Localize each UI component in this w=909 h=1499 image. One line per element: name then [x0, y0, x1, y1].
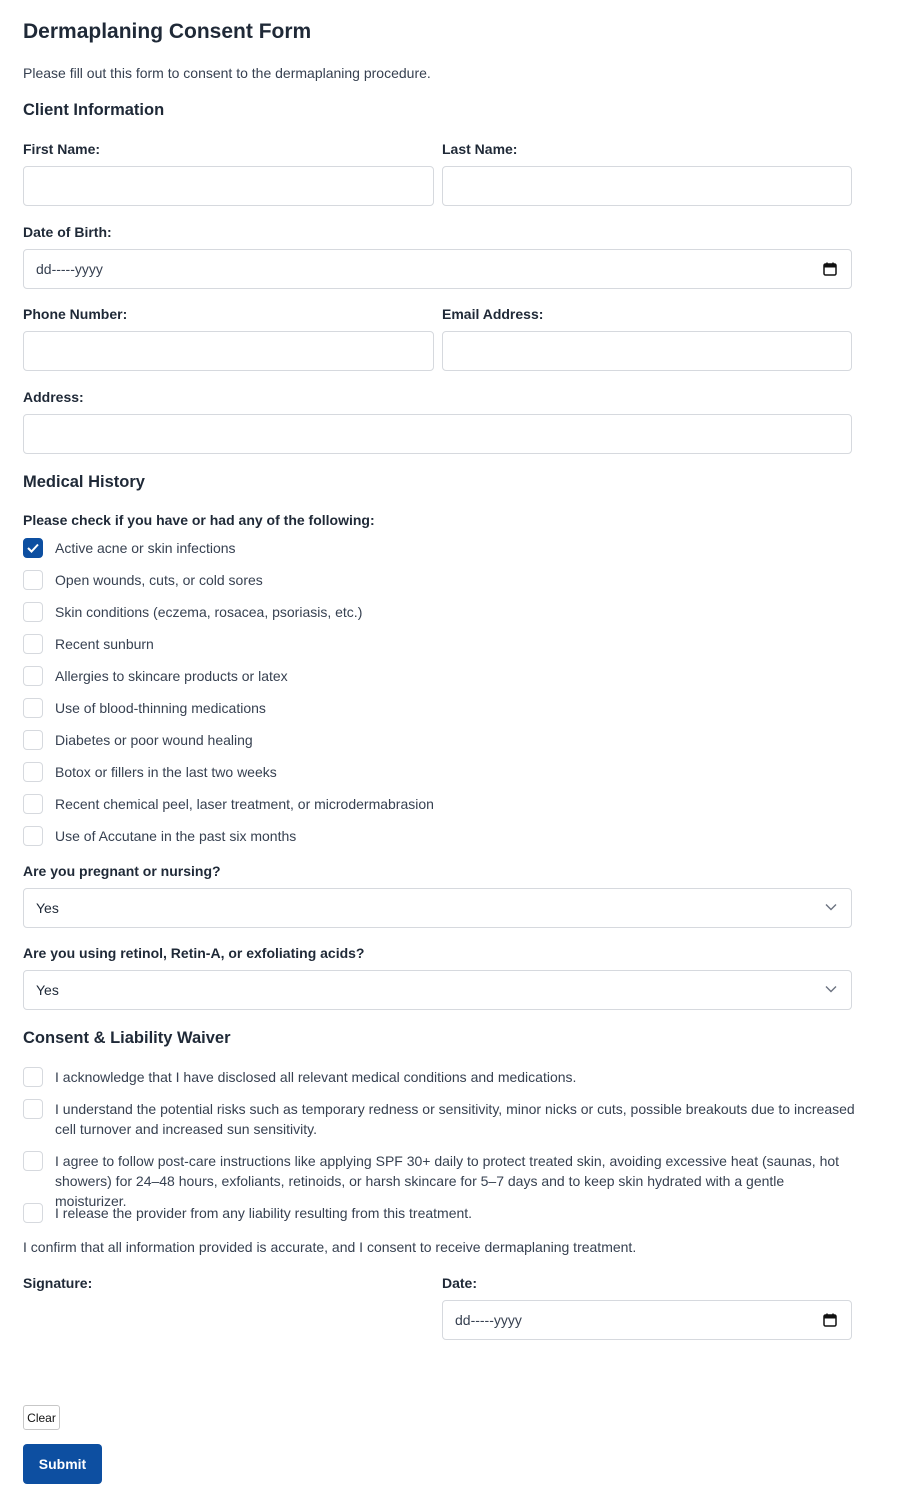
- consent-label-line: cell turnover and increased sun sensitivity.: [55, 1121, 317, 1137]
- medical-history-heading: Medical History: [23, 473, 145, 491]
- last-name-label: Last Name:: [442, 141, 518, 157]
- dob-input[interactable]: [23, 249, 852, 289]
- condition-label: Allergies to skincare products or latex: [55, 668, 288, 684]
- pregnant-value: Yes: [36, 900, 59, 916]
- address-input[interactable]: [24, 415, 851, 453]
- condition-label: Diabetes or poor wound healing: [55, 732, 253, 748]
- condition-checkbox[interactable]: [23, 730, 43, 750]
- consent-label-line: I agree to follow post-care instructions like applying SPF 30+ daily to protect treated skin, avoiding excessive heat (saunas, hot: [55, 1153, 840, 1169]
- phone-label: Phone Number:: [23, 306, 128, 322]
- dob-label: Date of Birth:: [23, 224, 112, 240]
- last-name-input[interactable]: [443, 167, 851, 205]
- condition-row[interactable]: [23, 698, 623, 720]
- condition-checkbox[interactable]: [23, 794, 43, 814]
- consent-heading: Consent & Liability Waiver: [23, 1029, 231, 1047]
- consent-label: [55, 1067, 855, 1087]
- consent-label: [55, 1099, 855, 1139]
- date-value: dd-----yyyy: [455, 1312, 522, 1328]
- condition-row[interactable]: [23, 634, 623, 656]
- consent-label-line: I understand the potential risks such as temporary redness or sensitivity, minor nicks or cuts, possible breakouts due to increased: [55, 1101, 855, 1117]
- dob-value: dd-----yyyy: [36, 261, 103, 277]
- chevron-down-icon: [825, 985, 837, 993]
- condition-label: Botox or fillers in the last two weeks: [55, 764, 277, 780]
- condition-label: Open wounds, cuts, or cold sores: [55, 572, 263, 588]
- first-name-field[interactable]: [23, 166, 434, 206]
- condition-row[interactable]: [23, 666, 623, 688]
- calendar-icon[interactable]: [823, 1313, 837, 1327]
- email-field[interactable]: [442, 331, 852, 371]
- condition-checkbox[interactable]: [23, 826, 43, 846]
- condition-label: Active acne or skin infections: [55, 540, 236, 556]
- condition-label: Use of blood-thinning medications: [55, 700, 266, 716]
- chevron-down-icon: [825, 903, 837, 911]
- consent-label-line: I acknowledge that I have disclosed all relevant medical conditions and medications.: [55, 1069, 577, 1085]
- retinol-label: Are you using retinol, Retin-A, or exfoliating acids?: [23, 945, 365, 961]
- condition-checkbox[interactable]: [23, 666, 43, 686]
- signature-pad[interactable]: [23, 1300, 434, 1390]
- check-icon: [27, 543, 39, 553]
- consent-checkbox[interactable]: [23, 1067, 43, 1087]
- condition-row[interactable]: [23, 794, 623, 816]
- condition-checkbox[interactable]: [23, 538, 43, 558]
- condition-label: Recent sunburn: [55, 636, 154, 652]
- medical-prompt: Please check if you have or had any of the following:: [23, 512, 375, 528]
- condition-checkbox[interactable]: [23, 570, 43, 590]
- phone-input[interactable]: [24, 332, 433, 370]
- condition-checkbox[interactable]: [23, 762, 43, 782]
- consent-checkbox[interactable]: [23, 1203, 43, 1223]
- address-label: Address:: [23, 389, 84, 405]
- first-name-label: First Name:: [23, 141, 101, 157]
- condition-row[interactable]: [23, 570, 623, 592]
- pregnant-select[interactable]: [23, 888, 852, 928]
- condition-row[interactable]: [23, 538, 623, 560]
- page-title: Dermaplaning Consent Form: [23, 20, 312, 43]
- last-name-field[interactable]: [442, 166, 852, 206]
- retinol-select[interactable]: [23, 970, 852, 1010]
- retinol-value: Yes: [36, 982, 59, 998]
- client-info-heading: Client Information: [23, 101, 165, 119]
- consent-row[interactable]: [23, 1099, 855, 1143]
- submit-button[interactable]: Submit: [23, 1444, 102, 1484]
- consent-checkbox[interactable]: [23, 1151, 43, 1171]
- signature-label: Signature:: [23, 1275, 93, 1291]
- consent-label-line: showers) for 24–48 hours, exfoliants, retinoids, or harsh skincare for 5–7 days and to keep skin hydrated with a gentle moisturizer.: [55, 1173, 785, 1209]
- consent-label: [55, 1151, 855, 1211]
- consent-label: [55, 1203, 855, 1223]
- condition-row[interactable]: [23, 826, 623, 848]
- clear-signature-button[interactable]: Clear: [23, 1405, 60, 1430]
- condition-checkbox[interactable]: [23, 602, 43, 622]
- calendar-icon[interactable]: [823, 262, 837, 276]
- condition-checkbox[interactable]: [23, 634, 43, 654]
- condition-checkbox[interactable]: [23, 698, 43, 718]
- email-input[interactable]: [443, 332, 851, 370]
- date-input[interactable]: [442, 1300, 852, 1340]
- email-label: Email Address:: [442, 306, 544, 322]
- consent-checkbox[interactable]: [23, 1099, 43, 1119]
- pregnant-label: Are you pregnant or nursing?: [23, 863, 221, 879]
- consent-row[interactable]: [23, 1151, 852, 1209]
- phone-field[interactable]: [23, 331, 434, 371]
- condition-row[interactable]: [23, 762, 623, 784]
- condition-label: Recent chemical peel, laser treatment, or microdermabrasion: [55, 796, 434, 812]
- confirm-statement: I confirm that all information provided is accurate, and I consent to receive dermaplaning treatment.: [23, 1239, 637, 1255]
- condition-row[interactable]: [23, 730, 623, 752]
- first-name-input[interactable]: [24, 167, 433, 205]
- address-field[interactable]: [23, 414, 852, 454]
- consent-label-line: I release the provider from any liability resulting from this treatment.: [55, 1205, 473, 1221]
- condition-label: Skin conditions (eczema, rosacea, psoriasis, etc.): [55, 604, 363, 620]
- condition-label: Use of Accutane in the past six months: [55, 828, 297, 844]
- form-intro: Please fill out this form to consent to the dermaplaning procedure.: [23, 65, 431, 81]
- condition-row[interactable]: [23, 602, 623, 624]
- date-label: Date:: [442, 1275, 478, 1291]
